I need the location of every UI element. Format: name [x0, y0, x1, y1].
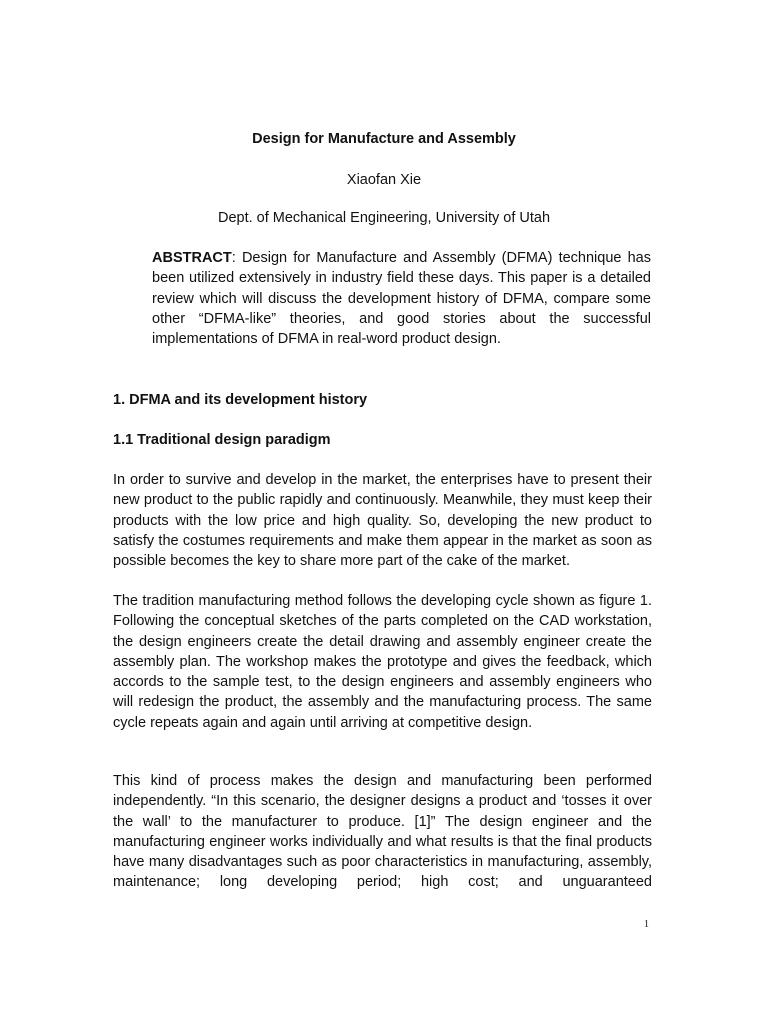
abstract-label: ABSTRACT	[152, 250, 232, 266]
page-number: 1	[644, 919, 649, 930]
body-paragraph-1: In order to survive and develop in the market, the enterprises have to present their new product to the public rapidly and continuously. Meanwhile, they must keep their products with the low price and high quality. So, developing the new product to satisfy the costumes requirements and make them appear in the market as soon as possible becomes the key to share more part of the cake of the market.	[113, 472, 652, 570]
paper-title: Design for Manufacture and Assembly	[252, 131, 516, 147]
author-name: Xiaofan Xie	[346, 172, 422, 188]
author-affiliation: Dept. of Mechanical Engineering, University of Utah	[217, 210, 551, 226]
body-paragraph-3: This kind of process makes the design and manufacturing been performed independently. “In this scenario, the designer designs a product and ‘tosses it over the wall’ to the manufacturer to produce. [1]” The design engineer and the manufacturing engineer works individually and what results is that the final products have many disadvantages such as poor characteristics in manufacturing, assembly, maintenance; long developing period; high cost; and unguaranteed	[113, 773, 652, 891]
body-paragraph-2: The tradition manufacturing method follows the developing cycle shown as figure 1. Following the conceptual sketches of the parts completed on the CAD workstation, the design engineers create the detail drawing and assembly engineer create the assembly plan. The workshop makes the prototype and gives the feedback, which accords to the sample test, to the design engineers and assembly engineers who will redesign the product, the assembly and the manufacturing process. The same cycle repeats again and again until arriving at competitive design.	[113, 593, 652, 731]
section-1-heading: 1. DFMA and its development history	[113, 392, 368, 408]
abstract-text: : Design for Manufacture and Assembly (DFMA) technique has been utilized extensively in industry field these days. This paper is a detailed review which will discuss the development history of DFMA, compare some other “DFMA-like” theories, and good stories about the successful implementations of DFMA in real-word product design.	[152, 250, 651, 348]
subsection-1-1-heading: 1.1 Traditional design paradigm	[113, 432, 331, 448]
abstract	[152, 248, 651, 349]
